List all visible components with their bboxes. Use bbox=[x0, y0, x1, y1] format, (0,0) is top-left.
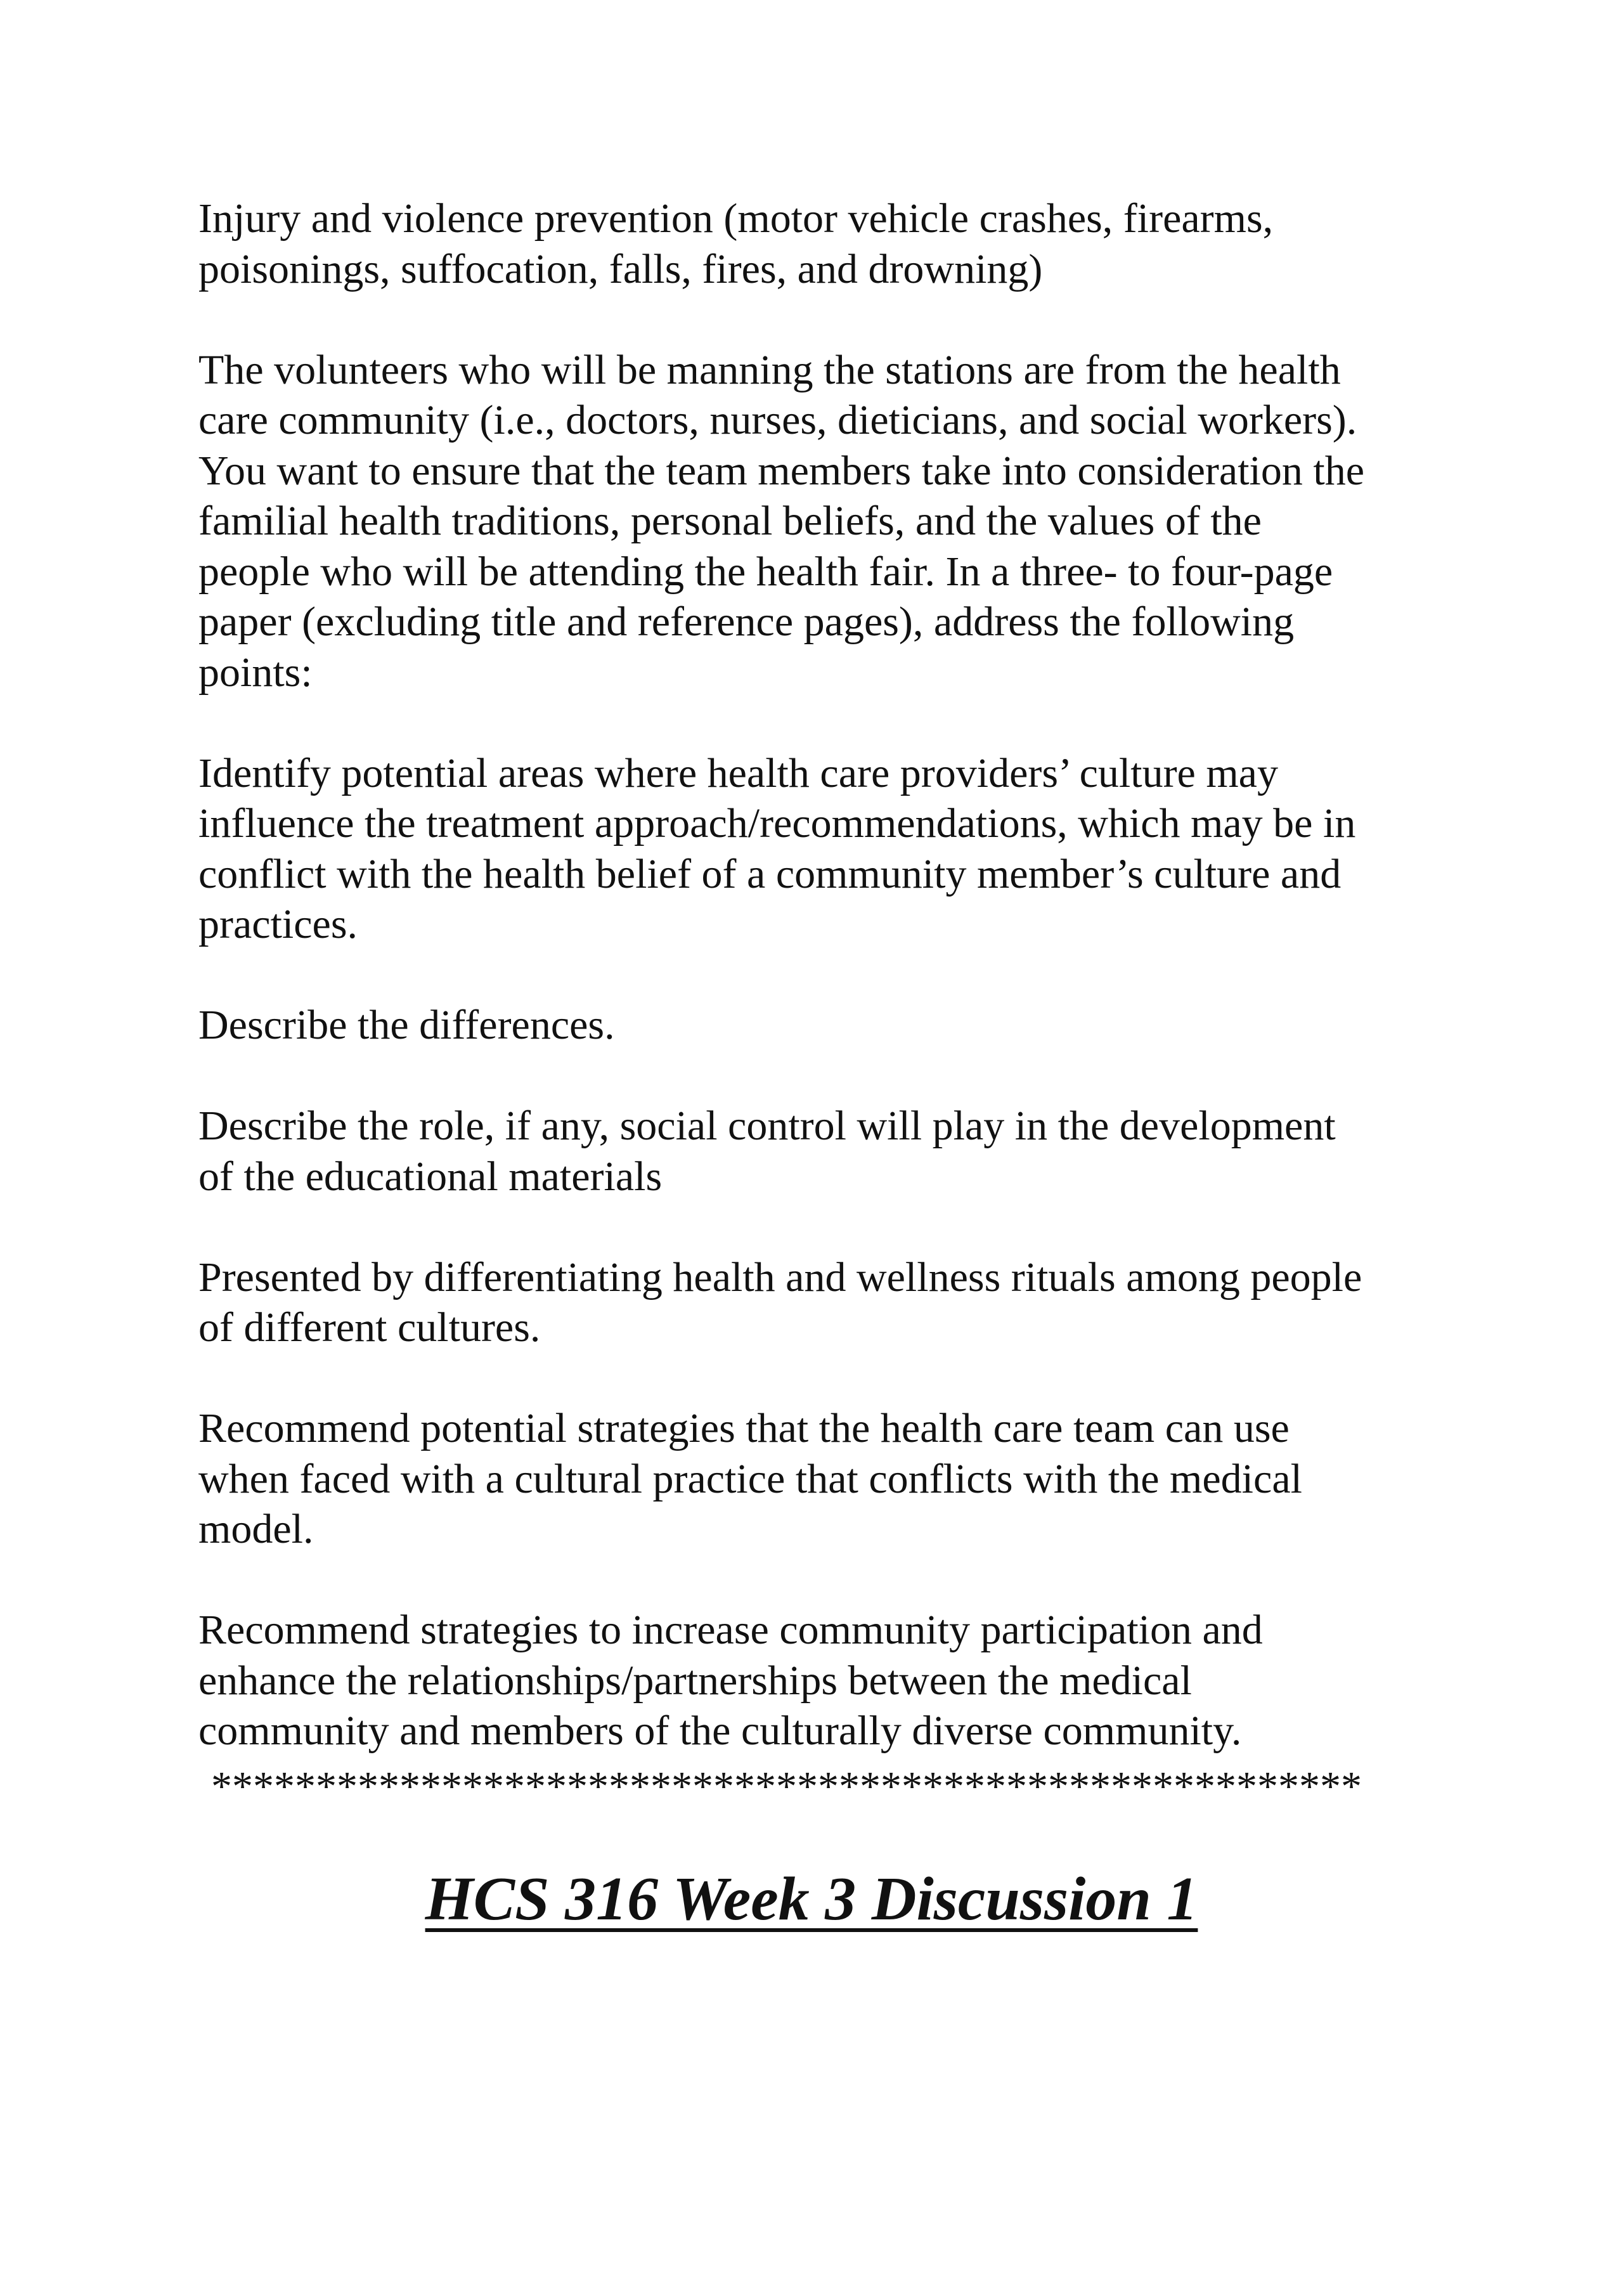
paragraph-injury-prevention: Injury and violence prevention (motor vehicle crashes, firearms, poisonings, suffocation, falls, fires, and drowning) bbox=[198, 195, 1274, 292]
paragraph-identify-areas: Identify potential areas where health care providers’ culture may influence the treatment approach/recommendations, which may be in conflict with the health belief of a community member’s culture and practices. bbox=[198, 749, 1356, 947]
asterisk-separator: ******************************************************* bbox=[211, 1763, 1362, 1810]
paragraph-rituals: Presented by differentiating health and wellness rituals among people of different cultures. bbox=[198, 1254, 1362, 1351]
paragraph-strategies-conflict: Recommend potential strategies that the health care team can use when faced with a cultural practice that conflicts with the medical model. bbox=[198, 1405, 1302, 1552]
paragraph-volunteers: The volunteers who will be manning the stations are from the health care community (i.e., doctors, nurses, dieticians, and social workers). You want to ensure that the team members take into consideration the familial health traditions, personal beliefs, and the values of the people who will be attending the health fair. In a three- to four-page paper (excluding title and reference pages), address the following points: bbox=[198, 346, 1365, 696]
paragraph-social-control: Describe the role, if any, social control will play in the development of the educational materials bbox=[198, 1103, 1336, 1200]
page-heading: HCS 316 Week 3 Discussion 1 bbox=[425, 1865, 1198, 1933]
paragraph-describe-differences: Describe the differences. bbox=[198, 1002, 615, 1048]
body-text bbox=[198, 193, 1479, 1806]
paragraph-community-participation: Recommend strategies to increase community participation and enhance the relationships/partnerships between the medical community and members of the culturally diverse community. bbox=[198, 1607, 1263, 1754]
